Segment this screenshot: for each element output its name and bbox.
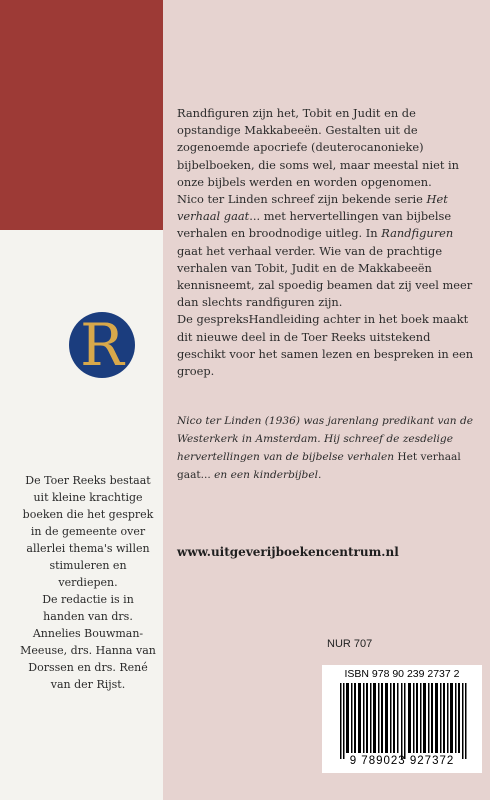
author-bio-title: Het verhaal gaat... bbox=[177, 451, 461, 481]
top-left-color-band bbox=[0, 0, 163, 230]
logo-letter: R bbox=[80, 311, 124, 379]
blurb-paragraph-3: De gespreksHandleiding achter in het boek maakt dit nieuwe deel in de Toer Reeks uitstekend geschikt voor het samen lezen en bespreken in een groep. bbox=[177, 312, 474, 379]
author-bio bbox=[177, 412, 477, 484]
publisher-url[interactable]: www.uitgeverijboekencentrum.nl bbox=[177, 545, 399, 559]
barcode-icon bbox=[330, 683, 476, 759]
barcode-box bbox=[322, 665, 482, 773]
nur-code: NUR 707 bbox=[327, 638, 373, 650]
barcode-digits: 9 789023 927372 bbox=[349, 755, 455, 767]
series-editors: De redactie is in handen van drs. Annelies Bouwman-Meeuse, drs. Hanna van Dorssen en drs. René van der Rijst. bbox=[20, 593, 156, 691]
series-intro: De Toer Reeks bestaat uit kleine krachtige boeken die het gesprek in de gemeente over allerlei thema's willen stimuleren en verdiepen. bbox=[22, 474, 154, 589]
blurb-text bbox=[177, 105, 477, 380]
blurb-p2-c: gaat het verhaal verder. Wie van de prachtige verhalen van Tobit, Judit en de Makkabeeën kennisneemt, zal spoedig beamen dat zij veel meer dan slechts randfiguren zijn. bbox=[177, 243, 473, 310]
blurb-p2-b: ... met hervertellingen van bijbelse verhalen en broodnodige uitleg. In bbox=[177, 209, 452, 241]
blurb-p2-a: Nico ter Linden schreef zijn bekende serie bbox=[177, 192, 427, 207]
author-bio-b: en een kinderbijbel. bbox=[210, 469, 322, 481]
blurb-p2-title2: Randfiguren bbox=[381, 226, 454, 241]
toer-reeks-logo bbox=[69, 312, 135, 378]
author-bio-a: Nico ter Linden (1936) was jarenlang predikant van de Westerkerk in Amsterdam. Hij schreef de zesdelige hervertellingen van de bijbelse verhalen bbox=[177, 415, 474, 463]
blurb-paragraph-1: Randfiguren zijn het, Tobit en Judit en de opstandige Makkabeeën. Gestalten uit de zogenoemde apocriefe (deuterocanonieke) bijbelboeken, die soms wel, maar meestal niet in onze bijbels werden en worden opgenomen. bbox=[177, 106, 460, 189]
blurb-paragraph-2 bbox=[177, 191, 477, 311]
isbn-label: ISBN 978 90 239 2737 2 bbox=[344, 668, 460, 680]
series-description bbox=[20, 472, 156, 693]
blurb-p2-title: Het verhaal gaat bbox=[177, 192, 448, 224]
